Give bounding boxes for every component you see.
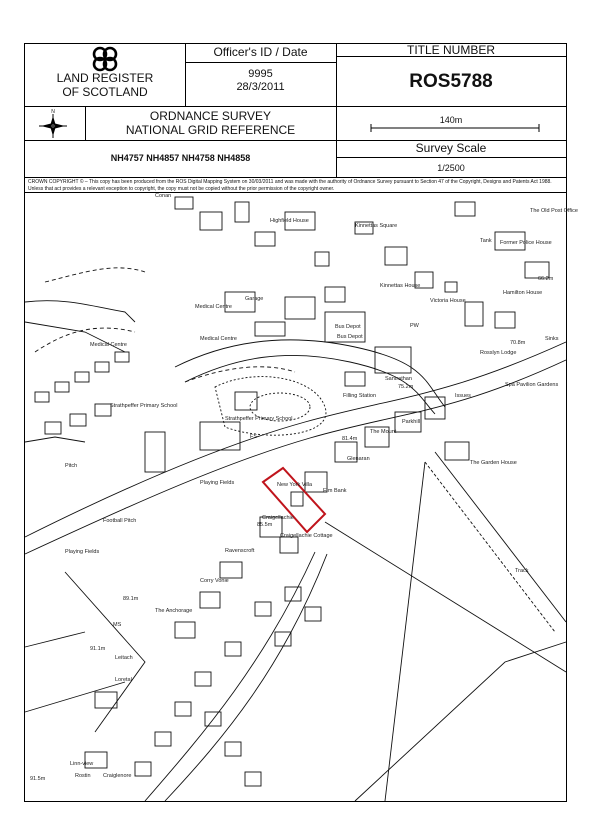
map-label: MS [113, 622, 122, 628]
map-label: Craigellachie [262, 515, 294, 521]
map-label: Track [515, 568, 529, 574]
map-label: Strathpeffer Primary School [225, 416, 293, 422]
map-label: 89.1m [123, 596, 139, 602]
land-register-logo [90, 46, 120, 72]
map-label: Elm Bank [323, 488, 347, 494]
map-label: Medical Centre [90, 342, 127, 348]
main-road-edge [25, 342, 566, 537]
registry-name-line1: LAND REGISTER [56, 71, 154, 85]
map-label: 85.5m [257, 522, 273, 528]
officer-id: 9995 [248, 68, 273, 80]
map-label: Glenaran [347, 456, 370, 462]
os-line1: ORDNANCE SURVEY [149, 109, 272, 123]
ordnance-survey-map [25, 192, 578, 801]
map-label: 91.5m [30, 776, 46, 782]
scale-bar-label: 140m [439, 115, 463, 125]
map-label: Loretal [115, 677, 132, 683]
map-label: The Garden House [470, 460, 517, 466]
map-label: Kinnettas House [380, 283, 421, 289]
map-label: Medical Centre [200, 336, 237, 342]
map-label: Issues [455, 393, 471, 399]
north-arrow-icon [35, 108, 71, 140]
map-label: Ravenscroft [225, 548, 255, 554]
map-label: Rostin [75, 773, 91, 779]
survey-scale-value: 1/2500 [437, 163, 465, 173]
grid-references: NH4757 NH4857 NH4758 NH4858 [110, 153, 251, 163]
map-label: The Anchorage [155, 608, 193, 614]
map-label: FS [250, 434, 258, 440]
map-label: Rosslyn Lodge [480, 350, 517, 356]
map-label: 75.2m [398, 384, 414, 390]
map-label: Conan [155, 193, 172, 199]
map-label: 81.4m [342, 436, 358, 442]
map-label: The Mount [370, 429, 397, 435]
map-label: Kinnettas Square [355, 223, 398, 229]
map-label: Bus Depot [335, 324, 361, 330]
map-label: 66.2m [538, 276, 554, 282]
north-label: N [51, 109, 55, 115]
header-divider [336, 44, 337, 177]
header-divider [185, 62, 336, 63]
map-label: Football Pitch [103, 518, 137, 524]
map-label: Linn-view [70, 761, 94, 767]
map-label: Victoria House [430, 298, 466, 304]
map-label: Corry Vonie [200, 578, 229, 584]
survey-scale-label: Survey Scale [415, 141, 487, 155]
map-label: Parkhill [402, 419, 421, 425]
map-drawing [25, 192, 578, 801]
title-number-label: TITLE NUMBER [406, 43, 495, 57]
map-label: Tank [480, 238, 492, 244]
title-number: ROS5788 [409, 71, 493, 92]
title-building [291, 492, 303, 506]
header-divider [336, 157, 566, 158]
header-divider [25, 177, 566, 178]
map-label: Highfield House [270, 218, 309, 224]
map-label: Craiglenore [103, 773, 132, 779]
map-label: The Old Post Office [530, 208, 578, 214]
map-label: 91.1m [90, 646, 106, 652]
map-label: PW [410, 323, 419, 329]
map-label: Spa Pavilion Gardens [505, 382, 559, 388]
registry-name-line2: OF SCOTLAND [62, 85, 148, 99]
map-label: Hamilton House [503, 290, 543, 296]
map-label: New York Villa [277, 482, 313, 488]
map-label: Garage [245, 296, 264, 302]
map-label: Former Police House [500, 240, 552, 246]
map-label: Strathpeffer Primary School [110, 403, 178, 409]
map-label: Leitach [115, 655, 133, 661]
header-divider [25, 106, 566, 107]
map-label: Filling Station [343, 393, 377, 399]
map-label: Pitch [65, 463, 78, 469]
officer-date: 28/3/2011 [236, 81, 285, 93]
map-label: 70.8m [510, 340, 526, 346]
copyright-notice: CROWN COPYRIGHT © – This copy has been produced from the ROS Digital Mapping System on 30/03/2011 and was made with the authority of Ordnance Survey pursuant to Section 47 of the Copyright, Designs and Patents Act 1988. Unless that act provides a relevant exception to copyright, the copy must not be copied without the prior permission of the copyright owner. [28, 179, 552, 192]
map-label: Playing Fields [200, 480, 235, 486]
map-label: Playing Fields [65, 549, 100, 555]
map-label: Sinks [545, 336, 559, 342]
os-line2: NATIONAL GRID REFERENCE [125, 123, 296, 137]
scale-bar [370, 123, 540, 133]
main-road-edge [25, 360, 566, 554]
map-label: Bus Depot [337, 334, 363, 340]
map-label: Craigellachie Cottage [280, 533, 333, 539]
officer-label: Officer's ID / Date [213, 45, 308, 59]
map-label: Santrathan [385, 376, 412, 382]
map-label: Medical Centre [195, 304, 232, 310]
title-boundary [263, 468, 325, 532]
